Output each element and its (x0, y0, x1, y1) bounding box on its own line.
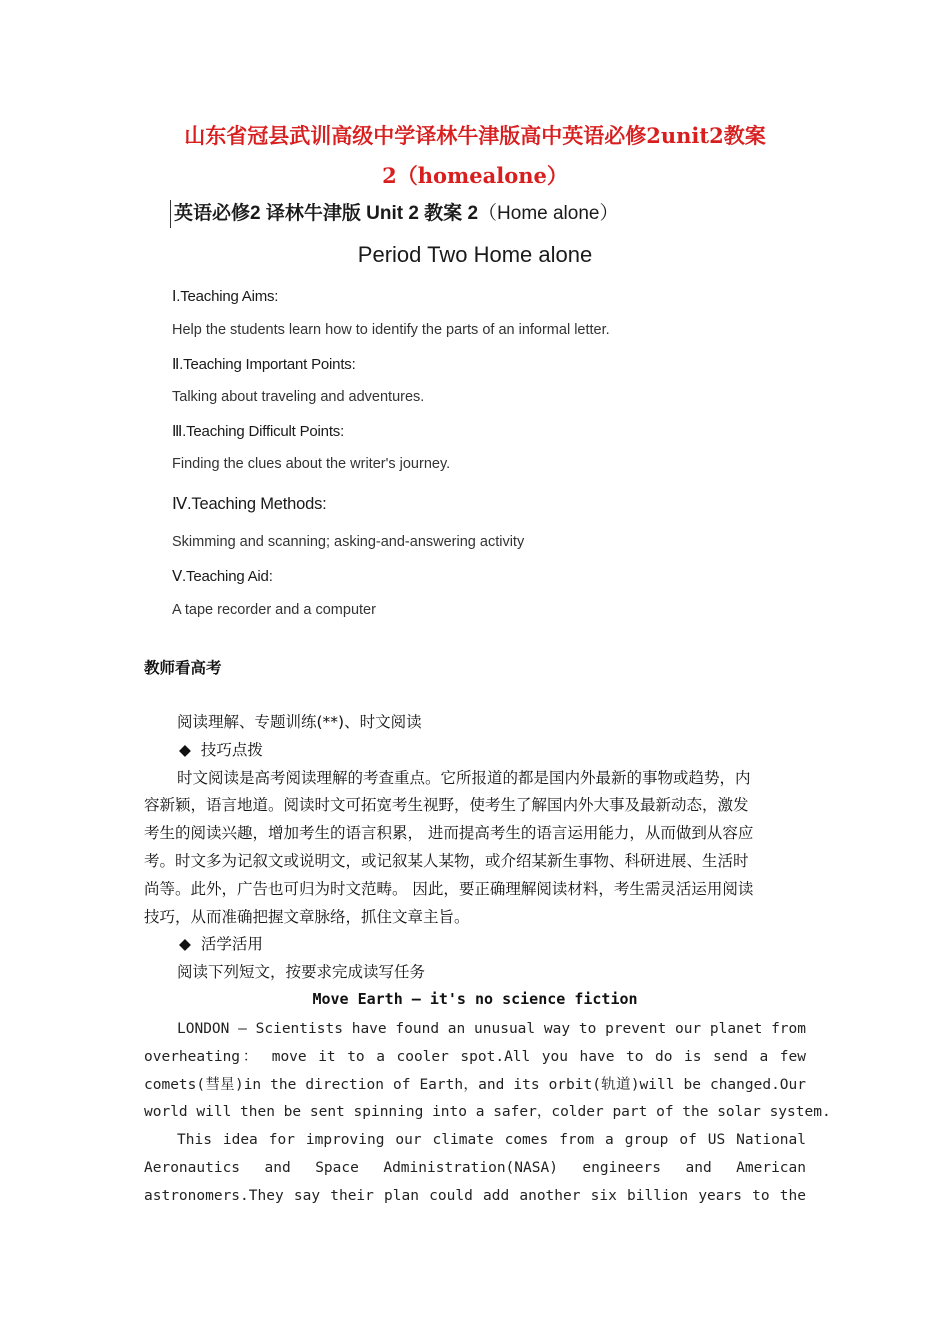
article-line: Aeronautics and Space Administration(NASA) engineers and American (144, 1159, 806, 1176)
teacher-section-heading: 教师看高考 (144, 659, 222, 677)
paragraph-line: 尚等。此外，广告也可归为时文范畴。 因此，要正确理解阅读材料，考生需灵活运用阅读 (144, 879, 754, 898)
lesson-subtitle-paren: （Home alone） (478, 203, 619, 224)
bullet-practice-label: 活学活用 (200, 935, 263, 954)
section-text-difficult-points: Finding the clues about the writer's journey. (172, 456, 451, 472)
diamond-bullet-icon: ◆ (179, 740, 191, 759)
section-heading-difficult-points: Ⅲ.Teaching Difficult Points: (172, 423, 345, 440)
section-heading-important-points: Ⅱ.Teaching Important Points: (172, 356, 356, 373)
section-text-aid: A tape recorder and a computer (172, 602, 376, 618)
article-line: This idea for improving our climate comes from a group of US National (177, 1132, 806, 1149)
section-text-methods: Skimming and scanning; asking-and-answering activity (172, 534, 525, 550)
section-heading-aid: Ⅴ.Teaching Aid: (172, 568, 273, 585)
paragraph-line: 技巧，从而准确把握文章脉络，抓住文章主旨。 (144, 907, 470, 926)
section-heading-methods: Ⅳ.Teaching Methods: (172, 495, 327, 513)
section-heading-aims: Ⅰ.Teaching Aims: (172, 288, 279, 305)
article-line: world will then be sent spinning into a safer，colder part of the solar system. (144, 1104, 831, 1121)
paragraph-line: 考。时文多为记叙文或说明文，或记叙某人某物，或介绍某新生事物、科研进展、生活时 (144, 851, 749, 870)
article-title: Move Earth — it's no science fiction (312, 990, 638, 1008)
document-title (120, 116, 830, 196)
paragraph-line: 时文阅读是高考阅读理解的考查重点。它所报道的都是国内外最新的事物或趋势，内 (177, 768, 751, 787)
article-line: astronomers.They say their plan could add another six billion years to the (144, 1187, 806, 1204)
bullet-practice (144, 931, 806, 959)
article-line: LONDON — Scientists have found an unusual way to prevent our planet from (177, 1021, 806, 1037)
task-instruction: 阅读下列短文，按要求完成读写任务 (177, 963, 426, 982)
bullet-skill-tips (144, 737, 806, 765)
article-line: overheating： move it to a cooler spot.All you have to do is send a few (144, 1048, 806, 1065)
period-heading: Period Two Home alone (357, 242, 593, 267)
lesson-subtitle-main: 英语必修2 译林牛津版 Unit 2 教案 2 (174, 203, 479, 224)
diamond-bullet-icon: ◆ (179, 935, 191, 954)
article-body (144, 1016, 831, 1211)
topic-line: 阅读理解、专题训练(**)、时文阅读 (177, 713, 422, 731)
article-line: comets(彗星)in the direction of Earth，and its orbit(轨道)will be changed.Our (144, 1076, 806, 1093)
chinese-guidance-block (144, 709, 806, 987)
document-title-line-1: 山东省冠县武训高级中学译林牛津版高中英语必修2unit2教案 (184, 123, 766, 148)
section-text-aims: Help the students learn how to identify the parts of an informal letter. (172, 322, 610, 338)
lesson-subtitle (170, 200, 618, 228)
section-text-important-points: Talking about traveling and adventures. (172, 389, 425, 405)
bullet-skill-tips-label: 技巧点拨 (200, 740, 263, 759)
paragraph-line: 容新颖，语言地道。阅读时文可拓宽考生视野，使考生了解国内外大事及最新动态，激发 (144, 796, 749, 815)
document-title-line-2: 2（homealone） (382, 163, 568, 188)
paragraph-line: 考生的阅读兴趣，增加考生的语言积累， 进而提高考生的语言运用能力，从而做到从容应 (144, 824, 754, 843)
